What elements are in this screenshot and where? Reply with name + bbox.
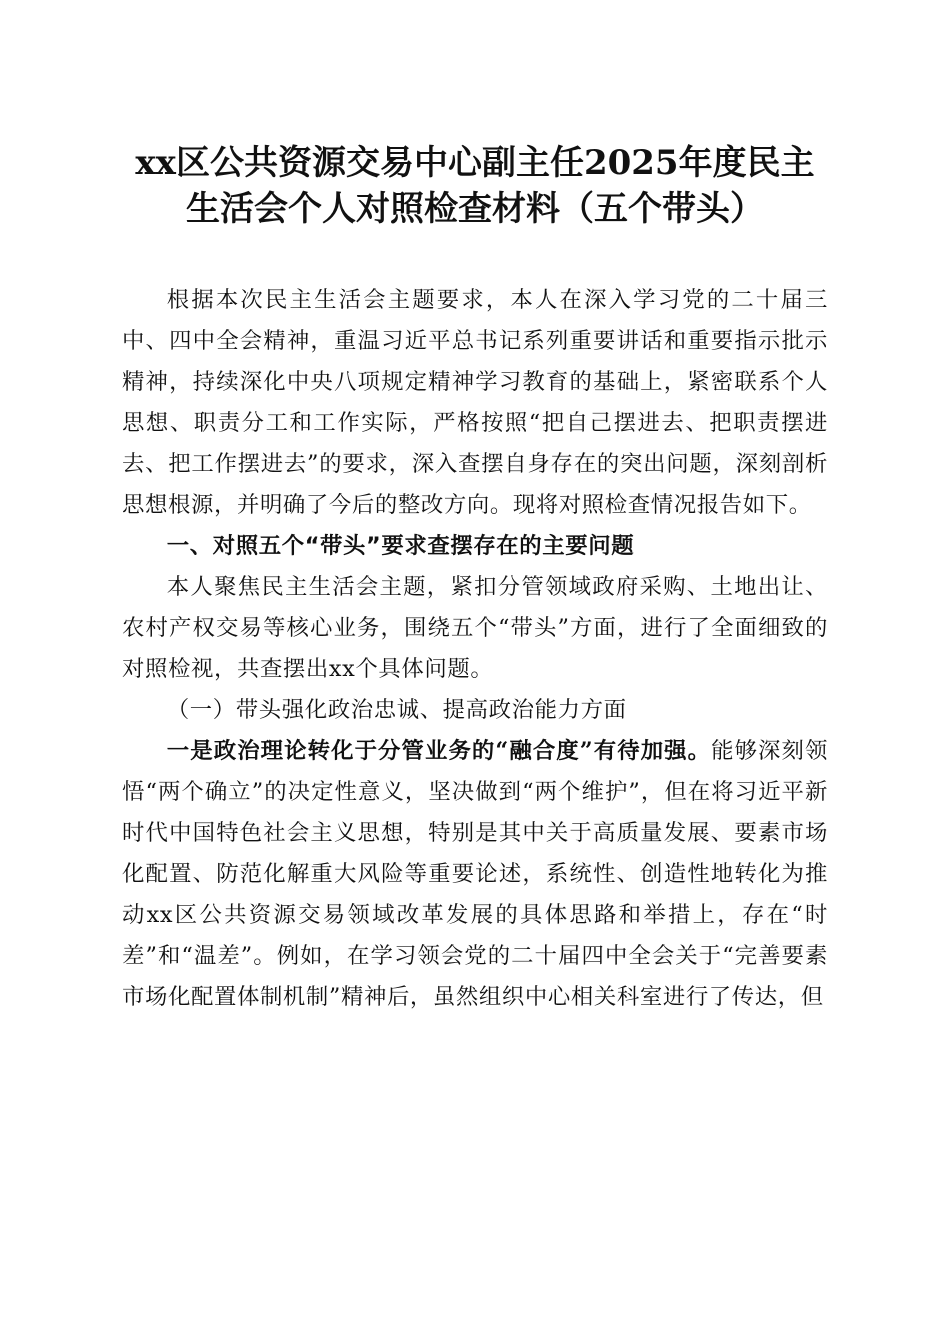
document-body xyxy=(122,280,828,1018)
title-line-2: 生活会个人对照检查材料（五个带头） xyxy=(186,189,764,229)
document-title xyxy=(100,140,850,232)
subsection-heading-1: （一）带头强化政治忠诚、提高政治能力方面 xyxy=(166,697,627,723)
point-1-body: 能够深刻领悟“两个确立”的决定性意义，坚决做到“两个维护”，但在将习近平新时代中国特色社会主义思想，特别是其中关于高质量发展、要素市场化配置、防范化解重大风险等重要论述，系统性、创造性地转化为推动xx区公共资源交易领域改革发展的具体思路和举措上，存在“时差”和“温差”。例如，在学习领会党的二十届四中全会关于“完善要素市场化配置体制机制”精神后，虽然组织中心相关科室进行了传达，但 xyxy=(122,738,828,1010)
point-1-paragraph xyxy=(122,731,828,1018)
title-line-1: xx区公共资源交易中心副主任2025年度民主 xyxy=(135,143,815,183)
intro-paragraph: 根据本次民主生活会主题要求，本人在深入学习党的二十届三中、四中全会精神，重温习近平总书记系列重要讲话和重要指示批示精神，持续深化中央八项规定精神学习教育的基础上，紧密联系个人思想、职责分工和工作实际，严格按照“把自己摆进去、把职责摆进去、把工作摆进去”的要求，深入查摆自身存在的突出问题，深刻剖析思想根源，并明确了今后的整改方向。现将对照检查情况报告如下。 xyxy=(122,287,828,518)
section-1-paragraph: 本人聚焦民主生活会主题，紧扣分管领域政府采购、土地出让、农村产权交易等核心业务，围绕五个“带头”方面，进行了全面细致的对照检视，共查摆出xx个具体问题。 xyxy=(122,574,828,682)
point-1-lead: 一是政治理论转化于分管业务的“融合度”有待加强。 xyxy=(166,738,712,764)
section-heading-1: 一、对照五个“带头”要求查摆存在的主要问题 xyxy=(166,533,635,559)
